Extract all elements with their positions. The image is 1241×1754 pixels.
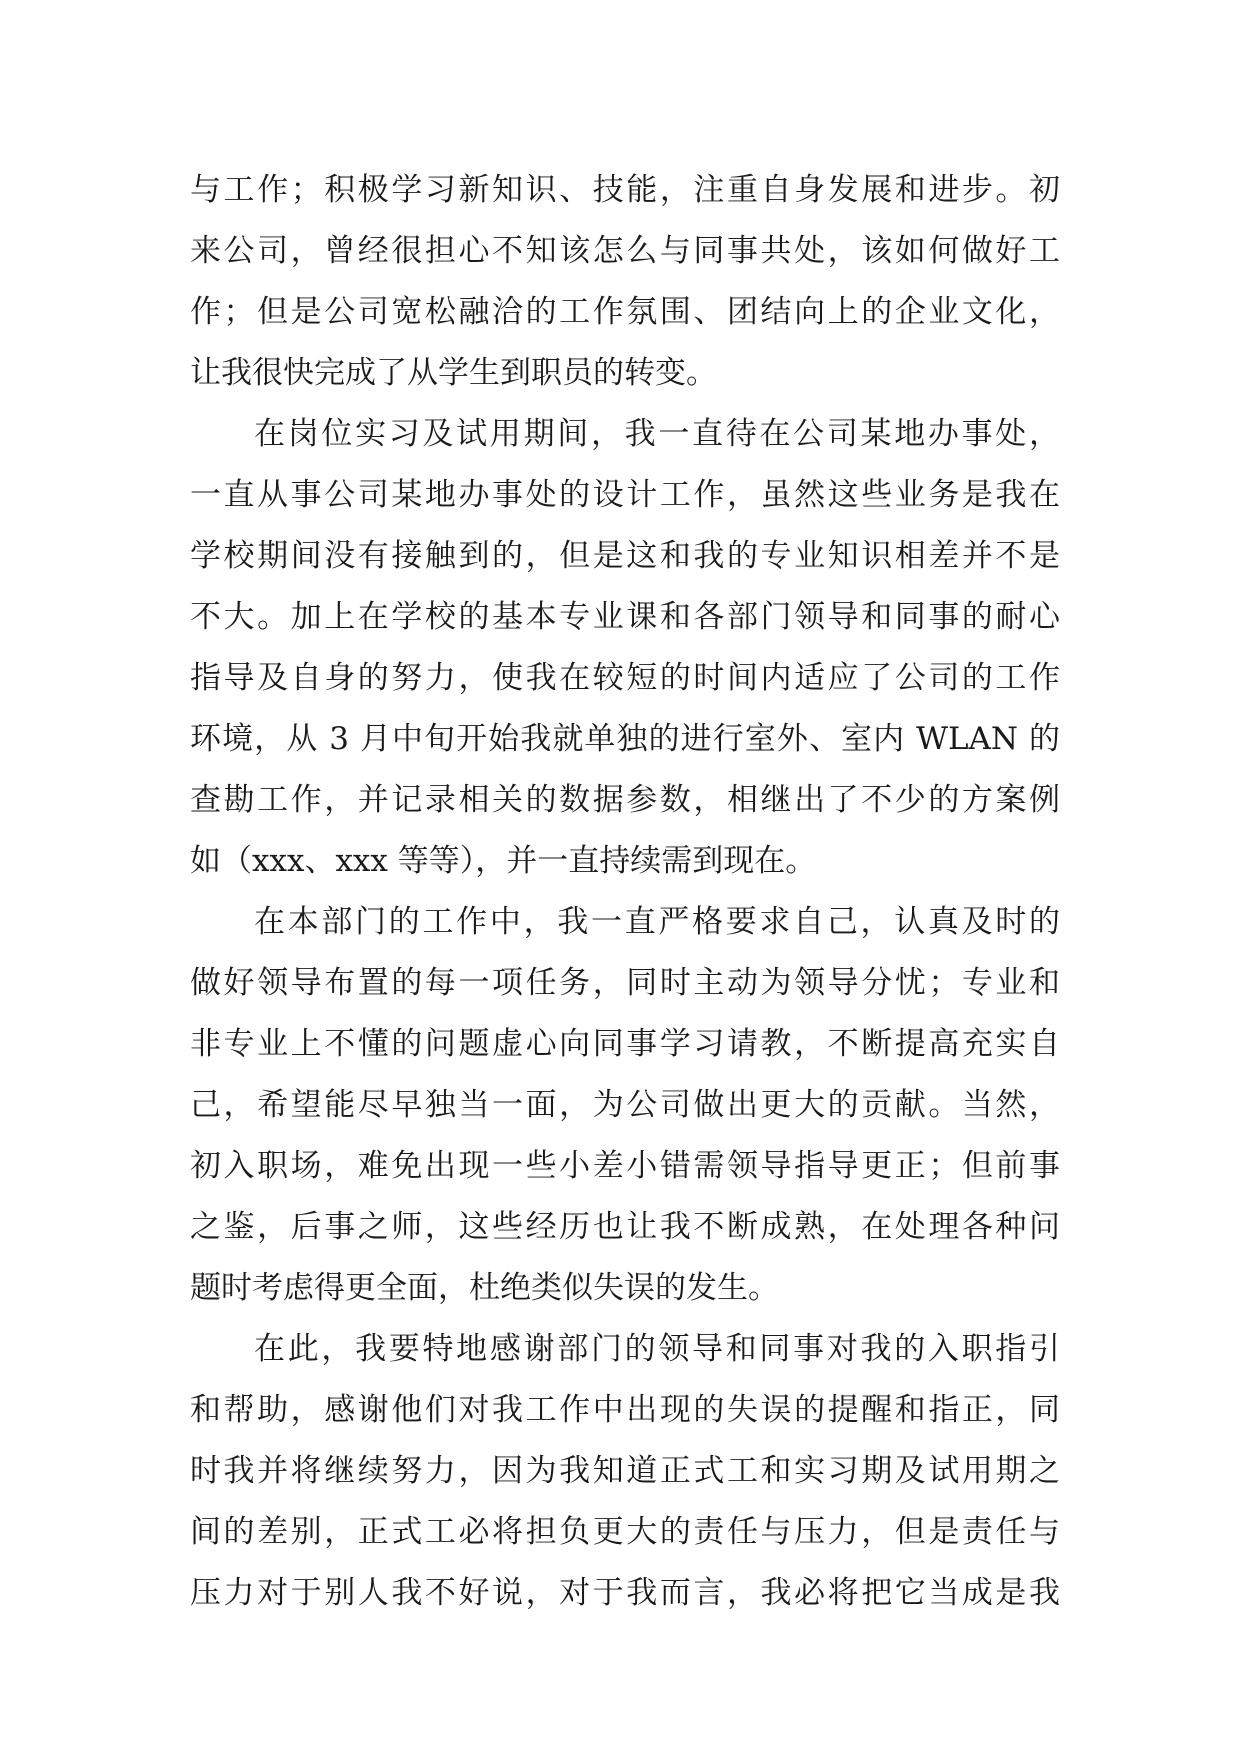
text-line: 学校期间没有接触到的，但是这和我的专业知识相差并不是 <box>190 538 1060 574</box>
text-line: 作；但是公司宽松融洽的工作氛围、团结向上的企业文化， <box>190 294 1060 330</box>
text-line: 题时考虑得更全面，杜绝类似失误的发生。 <box>190 1270 779 1306</box>
text-line: 让我很快完成了从学生到职员的转变。 <box>190 355 717 391</box>
text-line: 非专业上不懂的问题虚心向同事学习请教，不断提高充实自 <box>190 1026 1060 1062</box>
text-line: 时我并将继续努力，因为我知道正式工和实习期及试用期之 <box>190 1453 1060 1489</box>
text-line: 如（xxx、xxx 等等），并一直持续需到现在。 <box>190 843 817 879</box>
paragraph-2 <box>190 404 1060 892</box>
text-line: 压力对于别人我不好说，对于我而言，我必将把它当成是我 <box>190 1575 1060 1611</box>
text-line: 做好领导布置的每一项任务，同时主动为领导分忧；专业和 <box>190 965 1060 1001</box>
text-line: 在此，我要特地感谢部门的领导和同事对我的入职指引 <box>254 1331 1060 1367</box>
text-line: 查勘工作，并记录相关的数据参数，相继出了不少的方案例 <box>190 782 1060 818</box>
text-line: 来公司，曾经很担心不知该怎么与同事共处，该如何做好工 <box>190 233 1060 269</box>
text-line: 不大。加上在学校的基本专业课和各部门领导和同事的耐心 <box>190 599 1060 635</box>
text-line: 在岗位实习及试用期间，我一直待在公司某地办事处， <box>254 416 1060 452</box>
text-line: 己，希望能尽早独当一面，为公司做出更大的贡献。当然， <box>190 1087 1060 1123</box>
text-line: 在本部门的工作中，我一直严格要求自己，认真及时的 <box>254 904 1060 940</box>
document-body <box>190 160 1060 1624</box>
text-line: 间的差别，正式工必将担负更大的责任与压力，但是责任与 <box>190 1514 1060 1550</box>
text-line: 之鉴，后事之师，这些经历也让我不断成熟，在处理各种问 <box>190 1209 1060 1245</box>
paragraph-1 <box>190 160 1060 404</box>
text-line: 与工作；积极学习新知识、技能，注重自身发展和进步。初 <box>190 172 1060 208</box>
text-line: 和帮助，感谢他们对我工作中出现的失误的提醒和指正，同 <box>190 1392 1060 1428</box>
paragraph-3 <box>190 892 1060 1319</box>
text-line: 指导及自身的努力，使我在较短的时间内适应了公司的工作 <box>190 660 1060 696</box>
text-line: 初入职场，难免出现一些小差小错需领导指导更正；但前事 <box>190 1148 1060 1184</box>
text-line: 一直从事公司某地办事处的设计工作，虽然这些业务是我在 <box>190 477 1060 513</box>
text-line: 环境，从 3 月中旬开始我就单独的进行室外、室内 WLAN 的 <box>190 721 1060 757</box>
paragraph-4 <box>190 1319 1060 1624</box>
